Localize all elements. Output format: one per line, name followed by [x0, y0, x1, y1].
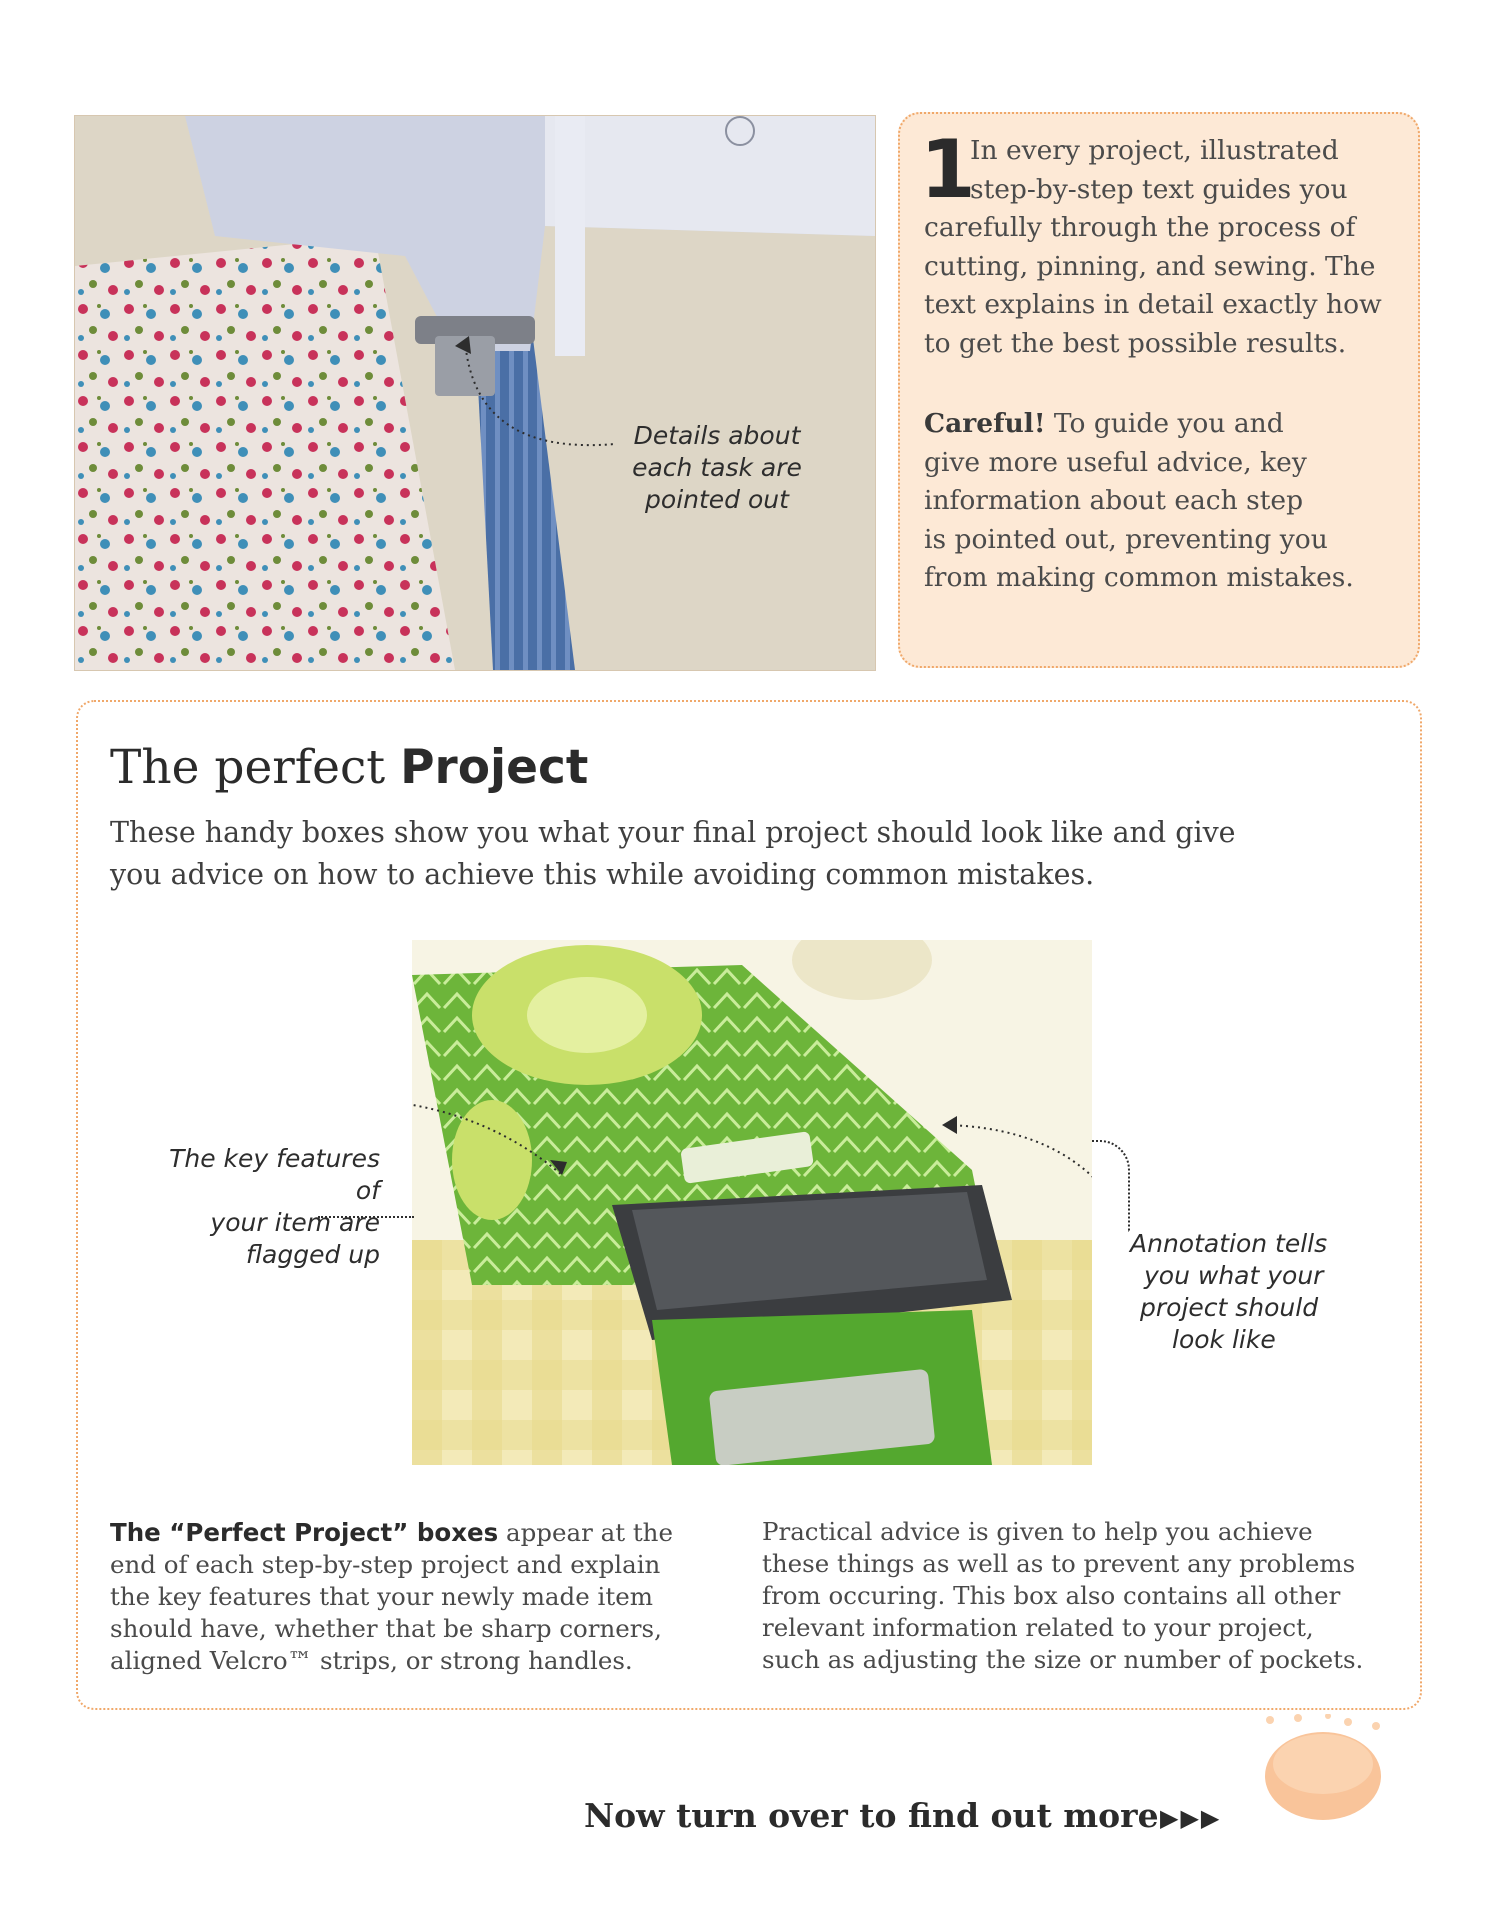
- sewing-machine-photo: [74, 115, 876, 671]
- title-regular: The perfect: [110, 740, 401, 795]
- callout-line: pointed out: [645, 485, 789, 514]
- advice-line: relevant information related to your project,: [762, 1613, 1314, 1642]
- perfect-project-intro: [110, 812, 1330, 896]
- step-text-line: In every project, illustrated: [970, 135, 1339, 166]
- careful-text-line: To guide you and: [1045, 408, 1284, 439]
- callout-line: each task are: [632, 453, 802, 482]
- practical-advice-text: [762, 1516, 1382, 1676]
- callout-line: you what your: [1144, 1261, 1324, 1290]
- advice-line: these things as well as to prevent any problems: [762, 1549, 1356, 1578]
- careful-text-line: information about each step: [924, 485, 1304, 516]
- callout-key-features: [140, 1143, 380, 1271]
- callout-line: Annotation tells: [1130, 1229, 1328, 1258]
- careful-text-line: from making common mistakes.: [924, 562, 1354, 593]
- callout-left-leader: [318, 1216, 414, 1218]
- description-line: end of each step-by-step project and explain: [110, 1550, 661, 1579]
- description-line: aligned Velcro™ strips, or strong handles.: [110, 1646, 633, 1675]
- careful-text-line: is pointed out, preventing you: [924, 523, 1328, 555]
- perfect-project-title: [110, 740, 588, 796]
- title-bold: Project: [400, 740, 589, 795]
- step-text-line: to get the best possible results.: [924, 327, 1347, 359]
- callout-right-leader: [1092, 1140, 1130, 1232]
- description-line: the key features that your newly made item: [110, 1582, 653, 1611]
- step-number: 1: [920, 123, 976, 216]
- intro-line: you advice on how to achieve this while avoiding common mistakes.: [110, 858, 1095, 891]
- step-text-line: step-by-step text guides you: [970, 173, 1348, 205]
- description-line: should have, whether that be sharp corners,: [110, 1614, 662, 1643]
- callout-annotation: [1130, 1228, 1330, 1356]
- step-text-line: cutting, pinning, and sewing. The: [924, 250, 1376, 282]
- callout-line: project should: [1140, 1293, 1319, 1322]
- callout-line: your item are: [210, 1208, 380, 1237]
- callout-details-pointed-out: [632, 420, 802, 516]
- turn-over-prompt: Now turn over to find out more: [584, 1796, 1159, 1835]
- advice-line: such as adjusting the size or number of pockets.: [762, 1645, 1364, 1674]
- ereader-case-photo: [412, 940, 1092, 1465]
- perfect-project-description: [110, 1517, 690, 1677]
- advice-line: Practical advice is given to help you achieve: [762, 1517, 1313, 1546]
- careful-text-line: give more useful advice, key: [924, 446, 1307, 478]
- careful-tip: [924, 405, 1394, 598]
- callout-line: flagged up: [245, 1240, 380, 1269]
- callout-line: Details about: [633, 421, 801, 450]
- careful-lead: Careful!: [924, 408, 1046, 439]
- advice-line: from occuring. This box also contains all other: [762, 1581, 1341, 1610]
- description-line: appear at the: [498, 1518, 673, 1547]
- description-lead: The “Perfect Project” boxes: [110, 1518, 499, 1547]
- intro-line: These handy boxes show you what your final project should look like and give: [110, 816, 1236, 849]
- forward-arrows-icon: ▶▶▶: [1160, 1804, 1222, 1832]
- step-text: [924, 132, 1404, 363]
- callout-line: look like: [1172, 1325, 1276, 1354]
- step-text-line: carefully through the process of: [924, 212, 1356, 243]
- pincushion-icon: [1258, 1714, 1388, 1824]
- callout-line: The key features of: [169, 1144, 380, 1205]
- step-text-line: text explains in detail exactly how: [924, 289, 1382, 320]
